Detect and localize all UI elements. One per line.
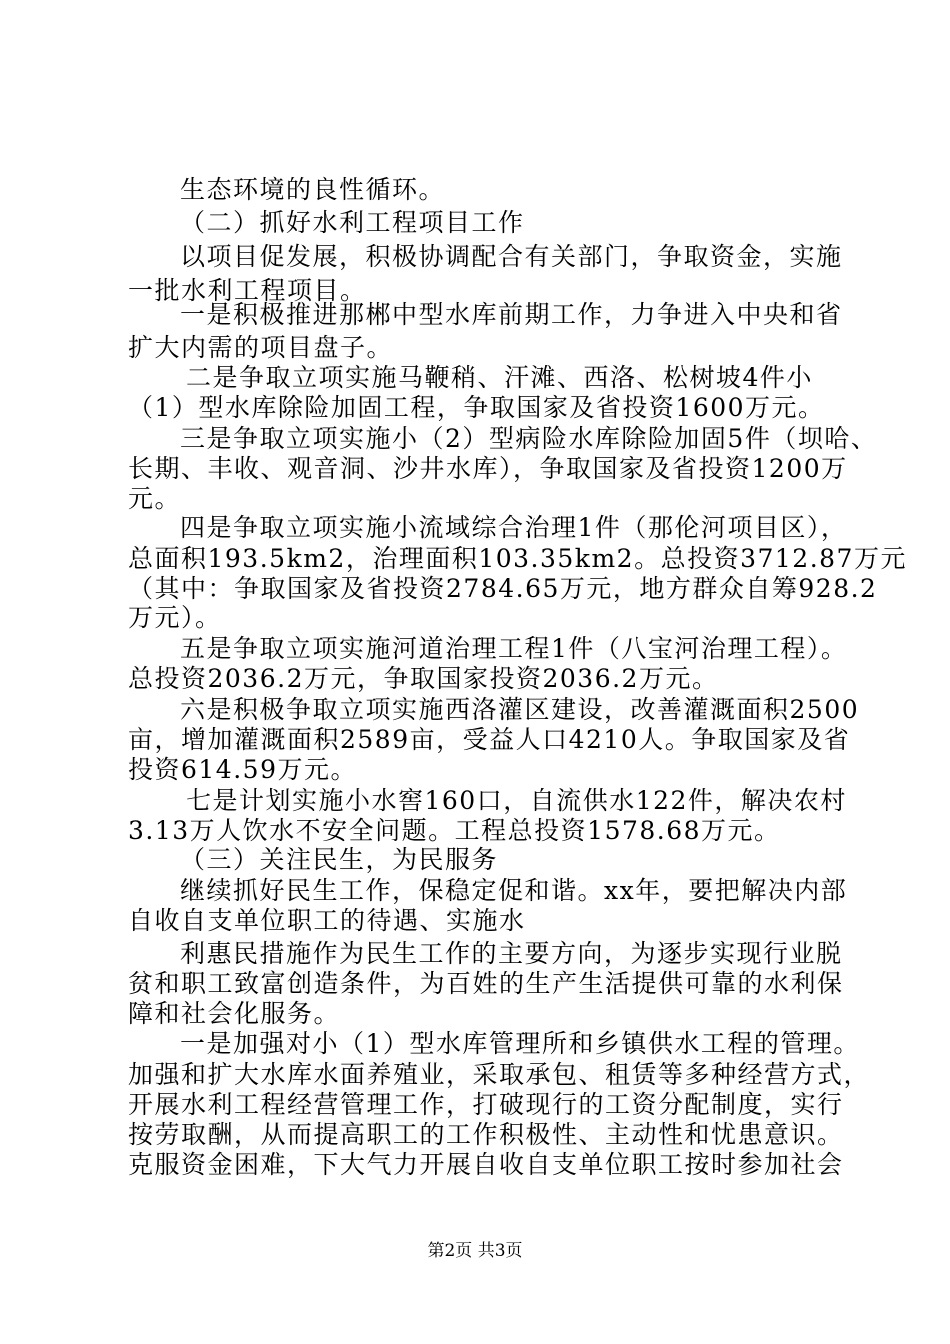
text-line: 贫和职工致富创造条件，为百姓的生产生活提供可靠的水利保 [128, 969, 844, 998]
text-line: 万元）。 [128, 603, 222, 632]
section-heading: （二）抓好水利工程项目工作 [180, 208, 525, 237]
text-line: 二是争取立项实施马鞭稍、汗滩、西洛、松树坡4件小 [186, 363, 813, 392]
text-line: 开展水利工程经营管理工作，打破现行的工资分配制度，实行 [128, 1090, 844, 1119]
text-line: 3.13万人饮水不安全问题。工程总投资1578.68万元。 [128, 816, 781, 845]
text-line: 六是积极争取立项实施西洛灌区建设，改善灌溉面积2500 [180, 695, 860, 724]
section-heading: （三）关注民生，为民服务 [180, 845, 499, 874]
page-number: 第2页 共3页 [427, 1241, 523, 1261]
text-line: （其中：争取国家及省投资2784.65万元，地方群众自筹928.2 [128, 574, 878, 603]
text-line: 自收自支单位职工的待遇、实施水 [128, 906, 526, 935]
text-line: 扩大内需的项目盘子。 [128, 333, 394, 362]
text-line: 克服资金困难，下大气力开展自收自支单位职工按时参加社会 [128, 1150, 844, 1179]
text-line: 四是争取立项实施小流域综合治理1件（那伦河项目区）， [180, 513, 848, 542]
text-line: 亩，增加灌溉面积2589亩，受益人口4210人。争取国家及省 [128, 725, 851, 754]
text-line: 总面积193.5km2，治理面积103.35km2。总投资3712.87万元 [128, 544, 907, 573]
text-line: 利惠民措施作为民生工作的主要方向，为逐步实现行业脱 [180, 939, 843, 968]
text-line: 五是争取立项实施河道治理工程1件（八宝河治理工程）。 [180, 634, 848, 663]
text-line: 一是加强对小（1）型水库管理所和乡镇供水工程的管理。 [180, 1029, 860, 1058]
text-line: 生态环境的良性循环。 [180, 175, 446, 204]
text-line: 障和社会化服务。 [128, 999, 341, 1028]
text-line: 以项目促发展，积极协调配合有关部门，争取资金，实施 [180, 242, 843, 271]
text-line: 七是计划实施小水窖160口，自流供水122件，解决农村 [186, 786, 847, 815]
text-line: 按劳取酬，从而提高职工的工作积极性、主动性和忧患意识。 [128, 1120, 844, 1149]
text-line: 继续抓好民生工作，保稳定促和谐。xx年，要把解决内部 [180, 876, 848, 905]
text-line: 三是争取立项实施小（2）型病险水库除险加固5件（坝哈、 [180, 424, 878, 453]
text-line: 加强和扩大水库水面养殖业，采取承包、租赁等多种经营方式， [128, 1060, 871, 1089]
text-line: 一批水利工程项目。 [128, 276, 367, 305]
text-line: 总投资2036.2万元，争取国家投资2036.2万元。 [128, 664, 719, 693]
text-line: 元。 [128, 484, 182, 513]
text-line: 一是积极推进那郴中型水库前期工作，力争进入中央和省 [180, 300, 843, 329]
text-line: 长期、丰收、观音洞、沙井水库），争取国家及省投资1200万 [128, 454, 848, 483]
text-line: 投资614.59万元。 [128, 755, 357, 784]
text-line: （1）型水库除险加固工程，争取国家及省投资1600万元。 [128, 393, 825, 422]
